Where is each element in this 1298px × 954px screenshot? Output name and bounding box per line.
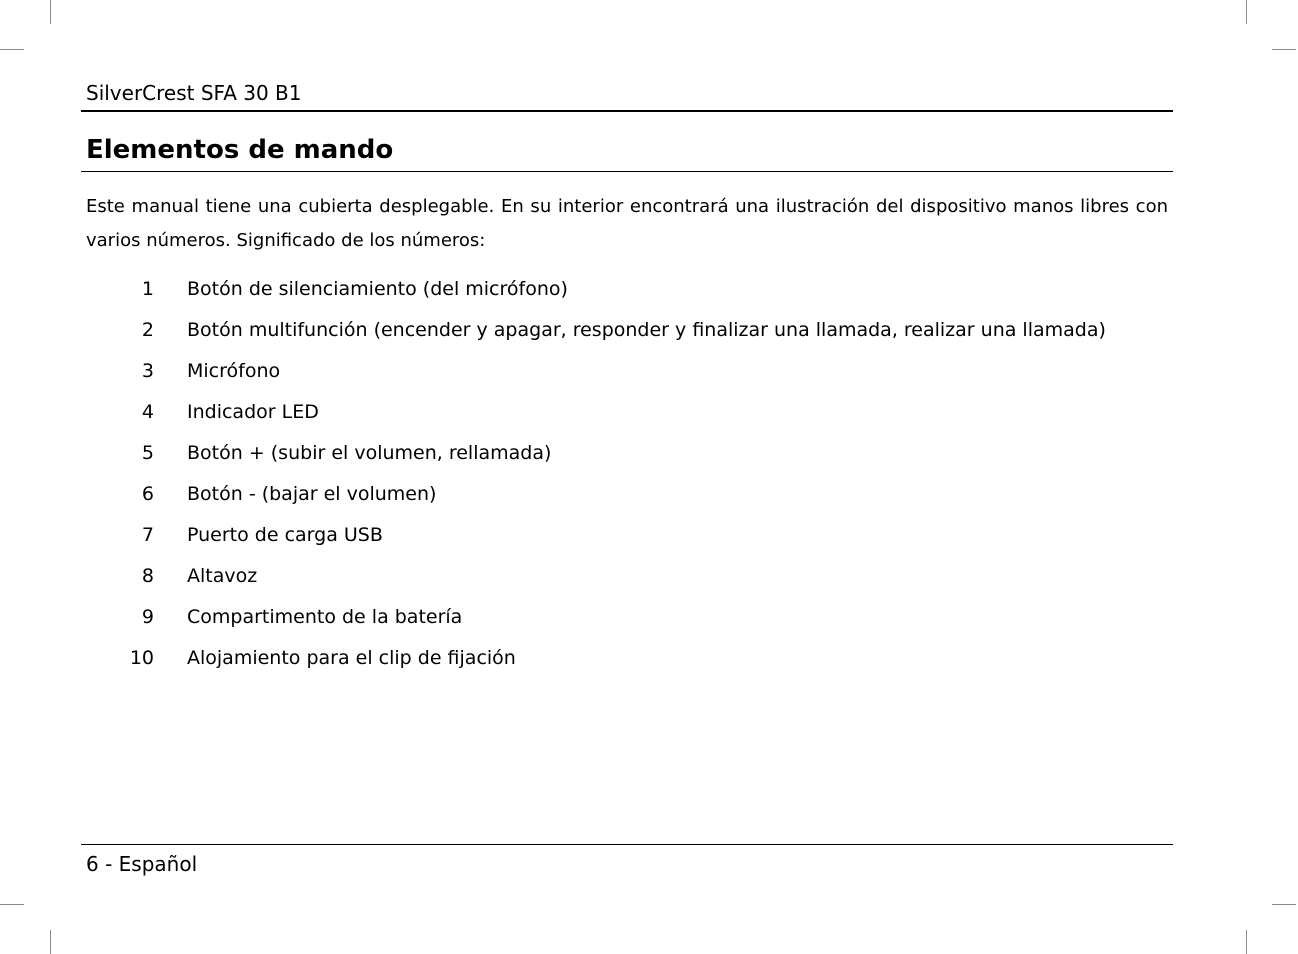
item-number: 2 (141, 318, 154, 341)
page-footer: 6 - Español (86, 852, 198, 876)
list-item (86, 596, 1106, 637)
item-number: 4 (141, 400, 154, 423)
list-item (86, 350, 1106, 391)
header-rule (81, 110, 1173, 112)
crop-mark-bottom-left-horizontal (0, 904, 24, 905)
list-item (86, 432, 1106, 473)
crop-mark-top-right-vertical (1246, 0, 1247, 24)
crop-mark-top-left-vertical (50, 0, 51, 24)
crop-mark-top-left-horizontal (0, 49, 24, 50)
item-number: 1 (141, 277, 154, 300)
item-label: Botón de silenciamiento (del micrófono) (187, 277, 568, 300)
item-label: Botón + (subir el volumen, rellamada) (187, 441, 552, 464)
list-item (86, 555, 1106, 596)
list-item (86, 309, 1106, 350)
parts-list (86, 268, 1106, 678)
crop-mark-bottom-right-vertical (1246, 930, 1247, 954)
list-item (86, 637, 1106, 678)
item-label: Botón multifunción (encender y apagar, responder y finalizar una llamada, realizar una llamada) (187, 318, 1106, 341)
running-header: SilverCrest SFA 30 B1 (86, 81, 302, 105)
item-number: 3 (141, 359, 154, 382)
intro-paragraph: Este manual tiene una cubierta desplegable. En su interior encontrará una ilustración del dispositivo manos libres con varios números. Significado de los números: (86, 196, 1168, 251)
crop-mark-bottom-left-vertical (50, 930, 51, 954)
item-number: 8 (141, 564, 154, 587)
item-number: 9 (141, 605, 154, 628)
item-label: Micrófono (187, 359, 281, 382)
item-label: Botón - (bajar el volumen) (187, 482, 437, 505)
item-number: 5 (141, 441, 154, 464)
item-number: 6 (141, 482, 154, 505)
list-item (86, 268, 1106, 309)
crop-mark-top-right-horizontal (1272, 49, 1296, 50)
item-label: Alojamiento para el clip de fijación (187, 646, 516, 669)
item-label: Indicador LED (187, 400, 319, 423)
list-item (86, 391, 1106, 432)
crop-mark-bottom-right-horizontal (1272, 904, 1296, 905)
list-item (86, 514, 1106, 555)
footer-rule (81, 844, 1173, 845)
item-number: 10 (129, 646, 154, 669)
item-label: Compartimento de la batería (187, 605, 463, 628)
item-number: 7 (141, 523, 154, 546)
title-rule (81, 171, 1173, 172)
item-label: Altavoz (187, 564, 258, 587)
section-title: Elementos de mando (86, 135, 394, 165)
item-label: Puerto de carga USB (187, 523, 383, 546)
list-item (86, 473, 1106, 514)
